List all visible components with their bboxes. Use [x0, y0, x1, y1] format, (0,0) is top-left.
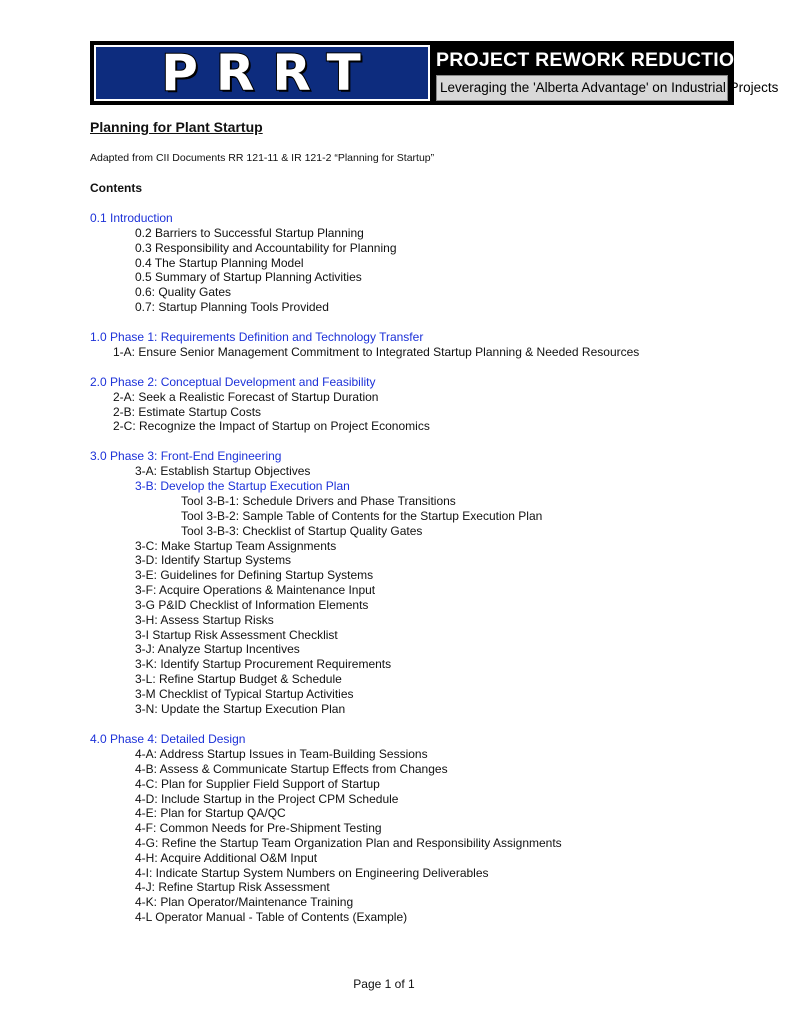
- toc-entry-3-g: 3-G P&ID Checklist of Information Elements: [135, 598, 369, 612]
- toc-entry-3-k: 3-K: Identify Startup Procurement Requirements: [135, 657, 392, 671]
- toc-entry-3-i: 3-I Startup Risk Assessment Checklist: [135, 628, 338, 642]
- banner-subtitle: Leveraging the 'Alberta Advantage' on Industrial Projects: [436, 75, 728, 101]
- toc-entry-4-g: 4-G: Refine the Startup Team Organization Plan and Responsibility Assignments: [135, 836, 562, 850]
- toc-entry-0-3: 0.3 Responsibility and Accountability for Planning: [135, 241, 397, 255]
- toc-entry-3-j: 3-J: Analyze Startup Incentives: [135, 642, 300, 656]
- toc-entry-4-h: 4-H: Acquire Additional O&M Input: [135, 851, 318, 865]
- toc-entry-3-a: 3-A: Establish Startup Objectives: [135, 464, 311, 478]
- toc-entry-3-c: 3-C: Make Startup Team Assignments: [135, 539, 337, 553]
- toc-entry-4-e: 4-E: Plan for Startup QA/QC: [135, 806, 286, 820]
- logo-text: PRRT: [161, 44, 379, 102]
- toc-entry-tool-3-b-2: Tool 3-B-2: Sample Table of Contents for the Startup Execution Plan: [181, 509, 543, 523]
- toc-entry-2-a: 2-A: Seek a Realistic Forecast of Startup Duration: [113, 390, 379, 404]
- toc-entry-4-f: 4-F: Common Needs for Pre-Shipment Testing: [135, 821, 382, 835]
- contents-heading: Contents: [90, 181, 142, 195]
- toc-entry-4-k: 4-K: Plan Operator/Maintenance Training: [135, 895, 354, 909]
- toc-entry-3-b[interactable]: 3-B: Develop the Startup Execution Plan: [135, 479, 350, 493]
- toc-entry-1-a: 1-A: Ensure Senior Management Commitment to Integrated Startup Planning & Needed Resources: [113, 345, 640, 359]
- toc-entry-0-4: 0.4 The Startup Planning Model: [135, 256, 304, 270]
- toc-entry-3-m: 3-M Checklist of Typical Startup Activities: [135, 687, 354, 701]
- toc-entry-4-a: 4-A: Address Startup Issues in Team-Building Sessions: [135, 747, 428, 761]
- toc-entry-4-d: 4-D: Include Startup in the Project CPM Schedule: [135, 792, 399, 806]
- toc-entry-3-f: 3-F: Acquire Operations & Maintenance Input: [135, 583, 376, 597]
- toc-entry-3-h: 3-H: Assess Startup Risks: [135, 613, 274, 627]
- toc-entry-0-5: 0.5 Summary of Startup Planning Activities: [135, 270, 362, 284]
- toc-entry-0-7: 0.7: Startup Planning Tools Provided: [135, 300, 329, 314]
- toc-entry-phase-1[interactable]: 1.0 Phase 1: Requirements Definition and Technology Transfer: [90, 330, 424, 344]
- toc-entry-4-b: 4-B: Assess & Communicate Startup Effects from Changes: [135, 762, 448, 776]
- document-title: Planning for Plant Startup: [90, 119, 263, 135]
- toc-entry-3-e: 3-E: Guidelines for Defining Startup Systems: [135, 568, 374, 582]
- toc-entry-phase-4[interactable]: 4.0 Phase 4: Detailed Design: [90, 732, 246, 746]
- page-number: Page 1 of 1: [353, 977, 415, 991]
- adapted-from-note: Adapted from CII Documents RR 121-11 & IR 121-2 “Planning for Startup”: [90, 152, 435, 164]
- toc-entry-0-1[interactable]: 0.1 Introduction: [90, 211, 173, 225]
- toc-entry-4-l: 4-L Operator Manual - Table of Contents (Example): [135, 910, 408, 924]
- toc-entry-4-i: 4-I: Indicate Startup System Numbers on Engineering Deliverables: [135, 866, 489, 880]
- toc-entry-4-j: 4-J: Refine Startup Risk Assessment: [135, 880, 330, 894]
- toc-entry-phase-3[interactable]: 3.0 Phase 3: Front-End Engineering: [90, 449, 282, 463]
- toc-entry-4-c: 4-C: Plan for Supplier Field Support of Startup: [135, 777, 380, 791]
- toc-entry-tool-3-b-3: Tool 3-B-3: Checklist of Startup Quality Gates: [181, 524, 423, 538]
- toc-entry-phase-2[interactable]: 2.0 Phase 2: Conceptual Development and Feasibility: [90, 375, 376, 389]
- toc-entry-0-2: 0.2 Barriers to Successful Startup Planning: [135, 226, 364, 240]
- toc-entry-3-d: 3-D: Identify Startup Systems: [135, 553, 292, 567]
- toc-entry-0-6: 0.6: Quality Gates: [135, 285, 232, 299]
- toc-entry-tool-3-b-1: Tool 3-B-1: Schedule Drivers and Phase Transitions: [181, 494, 456, 508]
- banner-title: PROJECT REWORK REDUCTION TOOL: [436, 49, 809, 71]
- toc-entry-3-l: 3-L: Refine Startup Budget & Schedule: [135, 672, 342, 686]
- toc-entry-2-c: 2-C: Recognize the Impact of Startup on Project Economics: [113, 419, 430, 433]
- toc-entry-2-b: 2-B: Estimate Startup Costs: [113, 405, 262, 419]
- toc-entry-3-n: 3-N: Update the Startup Execution Plan: [135, 702, 346, 716]
